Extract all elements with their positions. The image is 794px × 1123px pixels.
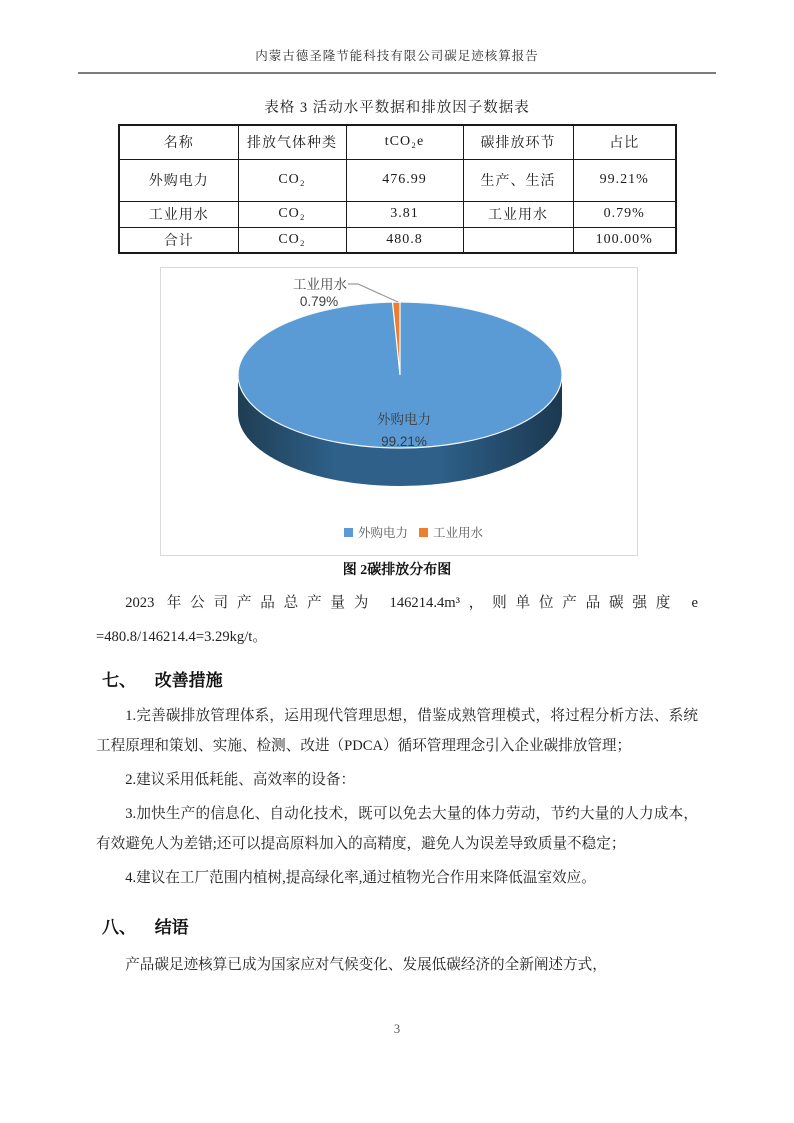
emission-data-table <box>118 124 677 254</box>
cell-tco2e: 480.8 <box>346 227 463 253</box>
slice-value: 99.21% <box>381 434 427 449</box>
table-caption: 表格 3 活动水平数据和排放因子数据表 <box>264 100 530 116</box>
section-heading-8 <box>102 913 698 938</box>
cell-tco2e: 476.99 <box>346 159 463 201</box>
cell-name: 合计 <box>119 227 238 253</box>
page-footer <box>0 1022 794 1037</box>
slice-label: 外购电力 <box>377 412 431 427</box>
cell-name: 工业用水 <box>119 201 238 227</box>
improvement-item: 4.建议在工厂范围内植树,提高绿化率,通过植物光合作用来降低温室效应。 <box>125 870 596 886</box>
section-8-body <box>96 950 698 980</box>
section-heading-7 <box>102 666 698 691</box>
improvement-item: 2.建议采用低耗能、高效率的设备： <box>125 772 356 788</box>
cell-gas: CO₂ <box>238 201 346 227</box>
callout-leader-line <box>348 284 398 302</box>
col-gas-type: 排放气体种类 <box>238 125 346 159</box>
col-name: 名称 <box>119 125 238 159</box>
cell-gas: CO₂ <box>238 227 346 253</box>
section-title: 改善措施 <box>154 671 223 690</box>
callout-label: 工业用水 <box>293 277 347 292</box>
cell-gas: CO₂ <box>238 159 346 201</box>
col-emission-stage: 碳排放环节 <box>463 125 573 159</box>
pie-chart-container <box>160 267 638 556</box>
cell-share: 100.00% <box>573 227 676 253</box>
legend-swatch-electricity <box>344 528 353 537</box>
col-share: 占比 <box>573 125 676 159</box>
section-title: 结语 <box>154 918 189 937</box>
paragraph-production-line2: =480.8/146214.4=3.29kg/t。 <box>96 629 267 645</box>
cell-stage: 生产、生活 <box>463 159 573 201</box>
body-content <box>96 588 698 652</box>
report-title: 内蒙古德圣隆节能科技有限公司碳足迹核算报告 <box>255 49 539 63</box>
table-row <box>119 201 676 227</box>
legend-label-water: 工业用水 <box>433 526 484 540</box>
callout-value: 0.79% <box>299 294 339 309</box>
cell-stage <box>463 227 573 253</box>
page-header <box>78 46 716 74</box>
improvement-item: 1.完善碳排放管理体系，运用现代管理思想，借鉴成熟管理模式，将过程分析方法、系统工程原理和策划、实施、检测、改进（PDCA）循环管理理念引入企业碳排放管理； <box>96 708 698 754</box>
table-header-row <box>119 125 676 159</box>
cell-name: 外购电力 <box>119 159 238 201</box>
pie-chart-svg <box>161 268 639 557</box>
conclusion-paragraph: 产品碳足迹核算已成为国家应对气候变化、发展低碳经济的全新阐述方式， <box>125 957 607 973</box>
page-number: 3 <box>393 1022 401 1036</box>
improvement-item: 3.加快生产的信息化、自动化技术，既可以免去大量的体力劳动，节约大量的人力成本，有效避免人为差错;还可以提高原料加入的高精度，避免人为误差导致质量不稳定； <box>96 806 698 852</box>
section-number: 七、 <box>102 671 136 690</box>
paragraph-production-line1: 2023 年公司产品总产量为 146214.4m³，则单位产品碳强度 e <box>125 595 698 611</box>
legend-label-electricity: 外购电力 <box>358 526 409 540</box>
cell-tco2e: 3.81 <box>346 201 463 227</box>
col-tco2e: tCO₂e <box>346 125 463 159</box>
table-row <box>119 227 676 253</box>
section-number: 八、 <box>102 918 136 937</box>
cell-share: 99.21% <box>573 159 676 201</box>
cell-stage: 工业用水 <box>463 201 573 227</box>
cell-share: 0.79% <box>573 201 676 227</box>
legend-swatch-water <box>419 528 428 537</box>
section-7-body <box>96 701 698 893</box>
table-row <box>119 159 676 201</box>
figure-caption: 图 2碳排放分布图 <box>342 563 452 578</box>
